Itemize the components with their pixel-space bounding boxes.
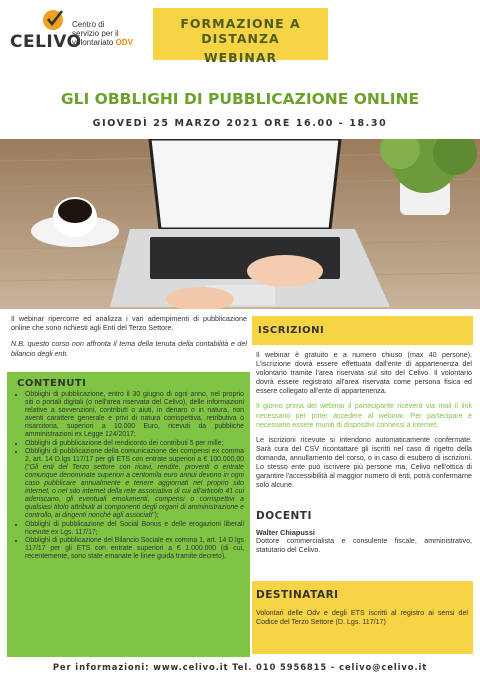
- list-item: • Obblighi di pubblicazione del Bilancio Sociale ex comma 1, art. 14 D.lgs 117/17 per gli ETS con entrate superiori a € 1.000.000 (di cui, recentemente, sono state emanate le linee guida tramite decreto).: [25, 537, 244, 561]
- hero-photo: [0, 139, 480, 309]
- list-item: • Obblighi di pubblicazione del rendiconto dei contributi 5 per mille;: [25, 440, 244, 448]
- iscrizioni-paragraph: Le iscrizioni ricevute si intendono automaticamente confermate. Sarà cura del CSV ricontattare gli iscritti nel caso di rigetto della domanda, annullamento del corso, o in caso di esubero di iscrizioni. Lo stesso ente può iscrivere più persone ma, Celivo nell'ottica di garantire l'accessibilità al maggior numero di enti, potrà confermarne solo alcune.: [256, 435, 472, 490]
- logo-name: CELIVO: [10, 32, 82, 52]
- banner-line-2: WEBINAR: [203, 50, 278, 65]
- list-item: • Obblighi di pubblicazione, entro il 30 giugno di ogni anno, nel proprio siti o portali digitali (o nell'area riservata del Celivo), delle informazioni relative a sovvenzioni, contributi o aiuti, in denaro o in natura, non aventi carattere generale e privi di natura corrispettiva, retributiva o risarcitoria, superiori a 10.000 Euro, ricevuti da pubbliche amministrazioni ex Legge 124/2017;: [25, 391, 244, 440]
- list-item: • Obblighi di pubblicazione del Social Bonus e delle erogazioni liberali ricevute ex Lgs. 117/17;: [25, 521, 244, 537]
- iscrizioni-heading: ISCRIZIONI: [258, 325, 325, 336]
- docente-description: Dottore commercialista e consulente fiscale, amministrativo, statutario del Celivo.: [256, 537, 472, 555]
- check-circle-icon: [41, 8, 65, 32]
- banner-line-1: FORMAZIONE A DISTANZA: [180, 16, 301, 46]
- logo-sub-line: volontariato: [72, 38, 114, 47]
- list-item-text: Obblighi di pubblicazione della comunicazione dei compensi ex comma 2, art. 14 D.lgs 117/17 per gli ETS con entrate superiori a € 100.000,00 (": [25, 447, 244, 471]
- contenuti-heading: CONTENUTI: [17, 378, 87, 389]
- list-item-quote: Gli enti del Terzo settore con ricavi, rendite, proventi o entrate comunque denominate superiori a centomila euro annui devono in ogni caso pubblicare annualmente e tenere aggiornati nel proprio sito internet, o nel sito internet della rete associativa di cui all'articolo 41 cui aderiscano, gli eventuali emolumenti, compensi o corrispettivi a qualsiasi titolo attribuiti ai componenti degli organi di amministrazione e controllo, ai dirigenti nonché agli associati: [25, 463, 244, 520]
- docente-name: Walter Chiapussi: [256, 528, 315, 537]
- docenti-section: [256, 510, 472, 555]
- iscrizioni-text: [256, 351, 472, 496]
- docenti-heading: DOCENTI: [256, 510, 312, 522]
- logo-odv: ODV: [115, 38, 133, 47]
- logo-sub-line: servizio per il: [72, 29, 119, 38]
- header-banner: [153, 8, 328, 65]
- celivo-logo: [6, 8, 146, 52]
- iscrizioni-paragraph: Il webinar è gratuito e a numero chiuso (max 40 persone). L'iscrizione dovrà essere effettuata dall'ente di appartenenza del volontario tramite l'area riservata sul sito del Celivo. Il volontario dovrà essere registrato all'area riservata come persona fisica ed essere collegato all'ente di appartenenza.: [256, 351, 472, 396]
- destinatari-section: [256, 581, 472, 654]
- intro-paragraph: Il webinar ripercorre ed analizza i vari adempimenti di pubblicazione online che sono richiesti agli Enti del Terzo Settore.: [11, 314, 247, 333]
- laptop-desk-illustration: [0, 139, 480, 309]
- contenuti-list: [7, 391, 250, 561]
- footer-contacts: Per informazioni: www.celivo.it Tel. 010 5956815 - celivo@celivo.it: [52, 662, 428, 672]
- list-item-text: ");: [152, 512, 159, 520]
- event-date: GIOVEDÌ 25 MARZO 2021 ORE 16.00 - 18.30: [92, 118, 388, 129]
- destinatari-text: Volontari delle Odv e degli ETS iscritti al registro ai sensi del Codice del Terzo Settore (D. Lgs. 117/17): [256, 609, 468, 627]
- iscrizioni-header: [252, 316, 473, 345]
- intro-note: N.B. questo corso non affronta il tema della tenuta della contabilità e del bilancio degli enti.: [11, 339, 247, 358]
- iscrizioni-paragraph-highlight: Il giorno prima del webinar il partecipante riceverà via mail il link necessario per poter accedere al webinar. Per partecipare è necessario essere muniti di dispositivi connessi a internet.: [256, 402, 472, 429]
- page-title: GLI OBBLIGHI DI PUBBLICAZIONE ONLINE: [60, 90, 420, 108]
- logo-subtitle: [72, 20, 133, 47]
- contenuti-box: [7, 372, 250, 657]
- logo-sub-line: Centro di: [72, 20, 105, 29]
- intro-text: [11, 314, 247, 365]
- list-item: [25, 448, 244, 521]
- destinatari-heading: DESTINATARI: [256, 589, 339, 601]
